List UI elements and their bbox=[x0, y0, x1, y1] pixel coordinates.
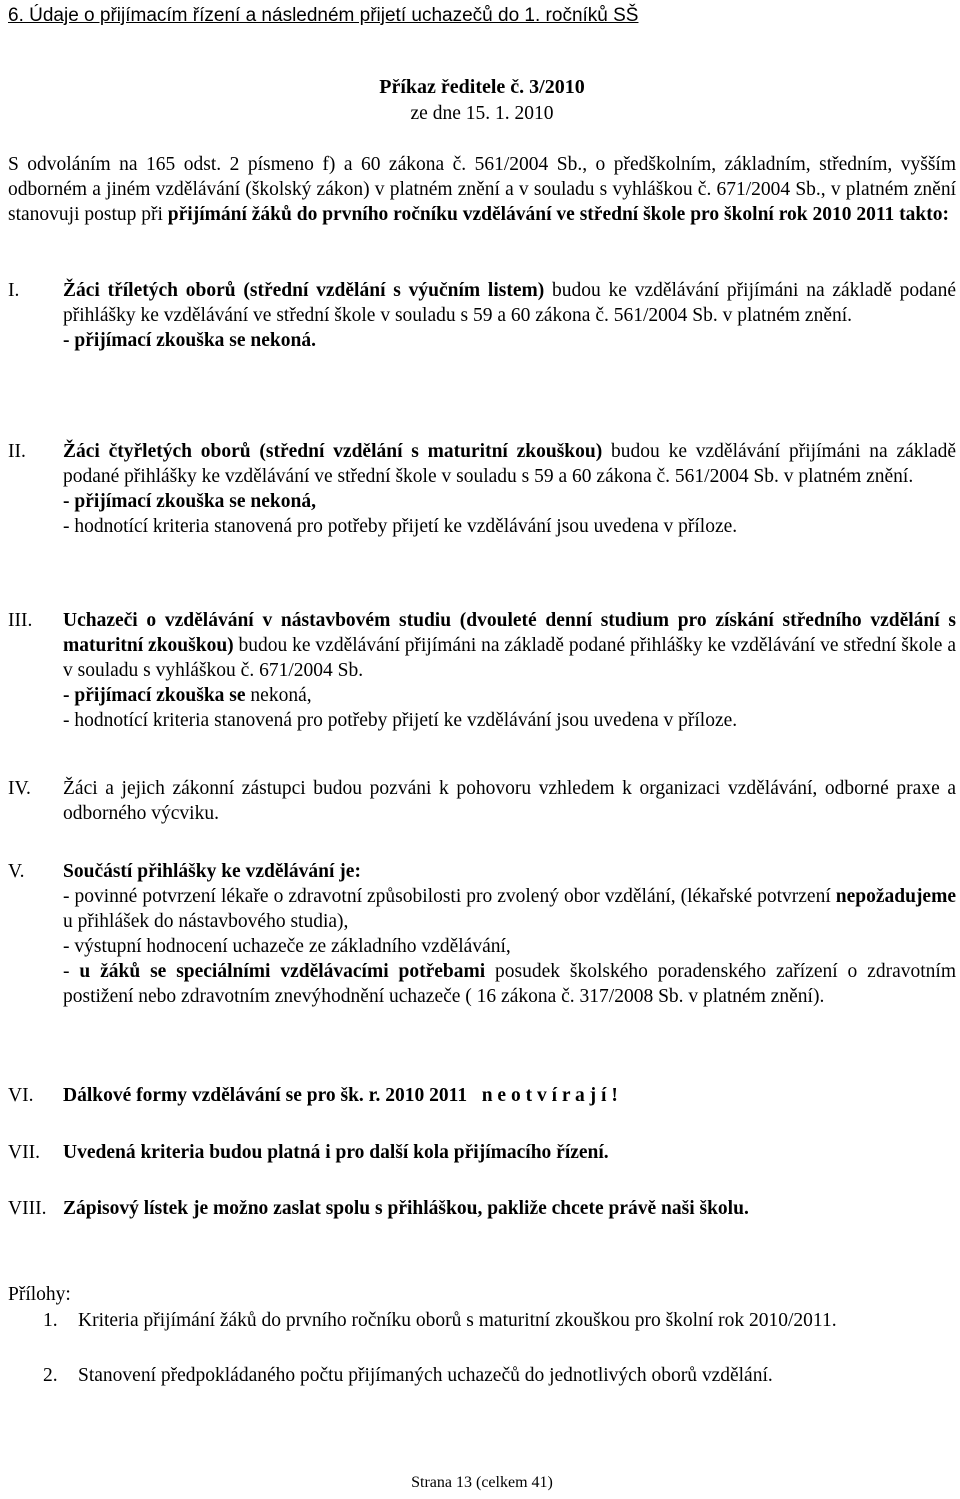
item-number: IV. bbox=[8, 778, 31, 799]
item-number: I. bbox=[8, 280, 20, 301]
item-ii-rest: budou ke vzdělávání přijímáni na základě podané přihlášky ke vzdělávání ve střední škole v souladu s 59 a 60 zákona č. 561/2004 Sb. v platném znění. bbox=[63, 441, 956, 487]
item-v-p1 bbox=[63, 884, 956, 934]
item-ii-text bbox=[63, 439, 956, 489]
item-iv-text: Žáci a jejich zákonní zástupci budou pozváni k pohovoru vzhledem k organizaci vzdělávání, odborné praxe a odborného výcviku. bbox=[63, 778, 956, 824]
intro-text: S odvoláním na 165 odst. 2 písmeno f) a 60 zákona č. 561/2004 Sb., o předškolním, základním, středním, vyšším odborném a jiném vzdělávání (školský zákon) v platném znění a v souladu s vyhláškou č. 671/2004 Sb., v platném znění stanovuji postup při bbox=[8, 154, 956, 225]
item-ii bbox=[8, 439, 956, 539]
command-title: Příkaz ředitele č. 3/2010 bbox=[379, 76, 585, 98]
item-i-rest: budou ke vzdělávání přijímáni na základě podané přihlášky ke vzdělávání ve střední škole v souladu s 59 a 60 zákona č. 561/2004 Sb. v platném znění. bbox=[63, 280, 956, 326]
item-number: VIII. bbox=[8, 1198, 47, 1219]
item-iii-line2-bold: - přijímací zkouška se bbox=[63, 685, 246, 706]
item-v-p3-bold: u žáků se speciálními vzdělávacími potřebami bbox=[79, 961, 486, 982]
item-i-line2: - přijímací zkouška se nekoná. bbox=[63, 330, 316, 351]
command-date: ze dne 15. 1. 2010 bbox=[410, 103, 554, 124]
item-v-p1-b: u přihlášek do nástavbového studia), bbox=[63, 911, 349, 932]
intro-bold: přijímání žáků do prvního ročníku vzdělávání ve střední škole pro školní rok 2010 2011 takto: bbox=[167, 204, 949, 225]
item-v-p2: - výstupní hodnocení uchazeče ze základního vzdělávání, bbox=[63, 936, 511, 957]
item-iii bbox=[8, 608, 956, 733]
item-v-p1-a: - povinné potvrzení lékaře o zdravotní způsobilosti pro zvolený obor vzdělání, (lékařské potvrzení bbox=[63, 886, 836, 907]
item-v-p3-a: - bbox=[63, 961, 80, 982]
item-iii-line3: - hodnotící kriteria stanovená pro potřeby přijetí ke vzdělávání jsou uvedena v příloze. bbox=[63, 710, 738, 731]
item-v-p3-b: posudek školského poradenského zařízení o zdravotním postižení nebo zdravotním znevýhodnění uchazeče ( 16 zákona č. 317/2008 Sb. v platném znění). bbox=[63, 961, 956, 1007]
item-iii-rest: budou ke vzdělávání přijímáni na základě podané přihlášky ke vzdělávání ve střední škole a v souladu s vyhláškou č. 671/2004 Sb. bbox=[63, 635, 956, 681]
attachment-item bbox=[43, 1308, 956, 1333]
item-iii-bold: Uchazeči o vzdělávání v nástavbovém studiu (dvouleté denní studium pro získání středního vzdělání s maturitní zkouškou) bbox=[63, 610, 956, 656]
item-number: II. bbox=[8, 441, 26, 462]
attachment-item bbox=[43, 1363, 956, 1388]
item-v-p3 bbox=[63, 959, 956, 1009]
item-viii-text: Zápisový lístek je možno zaslat spolu s přihláškou, pakliže chcete právě naši školu. bbox=[63, 1198, 749, 1219]
item-vii bbox=[8, 1140, 956, 1165]
attachment-number: 1. bbox=[43, 1310, 58, 1331]
item-number: VII. bbox=[8, 1142, 40, 1163]
item-number: III. bbox=[8, 610, 33, 631]
item-vi-text: Dálkové formy vzdělávání se pro šk. r. 2010 2011 n e o t v í r a j í ! bbox=[63, 1085, 618, 1106]
intro-paragraph bbox=[8, 152, 956, 227]
item-vii-text: Uvedená kriteria budou platná i pro další kola přijímacího řízení. bbox=[63, 1142, 609, 1163]
section-heading: 6. Údaje o přijímacím řízení a následném přijetí uchazečů do 1. ročníků SŠ bbox=[8, 5, 639, 26]
item-i-bold: Žáci tříletých oborů (střední vzdělání s výučním listem) bbox=[63, 280, 545, 301]
item-ii-bold: Žáci čtyřletých oborů (střední vzdělání s maturitní zkouškou) bbox=[63, 441, 603, 462]
attachments-title: Přílohy: bbox=[8, 1284, 71, 1305]
item-i-text bbox=[63, 278, 956, 328]
item-viii bbox=[8, 1196, 956, 1221]
item-iii-text bbox=[63, 608, 956, 683]
item-ii-line2: - přijímací zkouška se nekoná, bbox=[63, 491, 316, 512]
attachment-text: Kriteria přijímání žáků do prvního ročníku oborů s maturitní zkouškou pro školní rok 2010/2011. bbox=[78, 1310, 837, 1331]
item-number: V. bbox=[8, 861, 25, 882]
item-v-heading: Součástí přihlášky ke vzdělávání je: bbox=[63, 861, 361, 882]
item-iii-line2-rest: nekoná, bbox=[245, 685, 312, 706]
item-ii-line3: - hodnotící kriteria stanovená pro potřeby přijetí ke vzdělávání jsou uvedena v příloze. bbox=[63, 516, 738, 537]
attachment-number: 2. bbox=[43, 1365, 58, 1386]
item-i bbox=[8, 278, 956, 353]
attachment-text: Stanovení předpokládaného počtu přijímaných uchazečů do jednotlivých oborů vzdělání. bbox=[78, 1365, 773, 1386]
item-iv bbox=[8, 776, 956, 826]
page-footer: Strana 13 (celkem 41) bbox=[411, 1474, 553, 1491]
item-v bbox=[8, 859, 956, 1009]
item-v-p1-bold: nepožadujeme bbox=[835, 886, 956, 907]
item-vi bbox=[8, 1083, 956, 1108]
item-number: VI. bbox=[8, 1085, 34, 1106]
